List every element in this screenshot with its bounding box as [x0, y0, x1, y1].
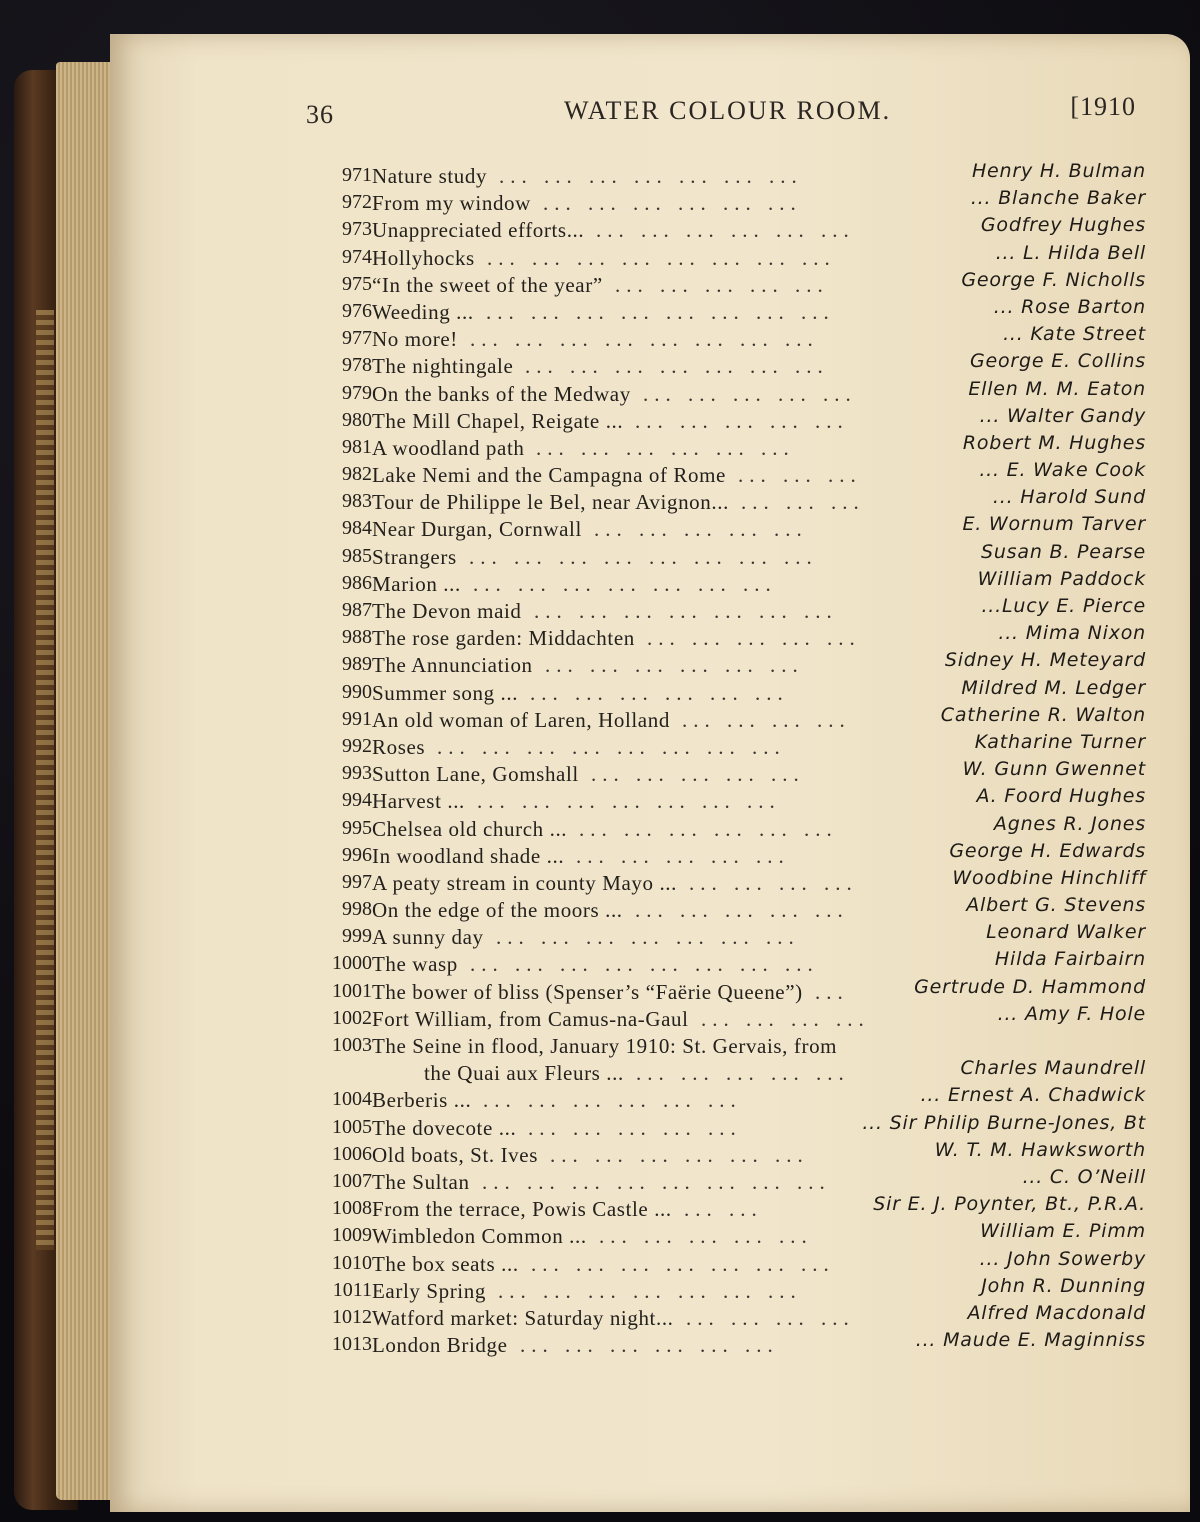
entry-artist: ... Rose Barton — [993, 295, 1146, 318]
entry-title: From the terrace, Powis Castle ... — [372, 1197, 672, 1222]
entry-artist: ... Blanche Baker — [970, 187, 1146, 210]
entry-title: Tour de Philippe le Bel, near Avignon... — [372, 490, 729, 515]
catalogue-entry — [316, 1138, 1146, 1170]
entry-number: 1013 — [332, 1333, 372, 1356]
leader-dots: ... ... ... ... ... ... — [530, 680, 789, 705]
entry-title: Summer song ... — [372, 680, 519, 705]
entry-number: 973 — [342, 218, 372, 241]
entry-artist: William Paddock — [977, 567, 1146, 590]
entry-number: 981 — [342, 435, 372, 458]
entry-number: 1012 — [332, 1305, 372, 1328]
entry-title: Weeding ... — [372, 299, 474, 324]
entry-number: 988 — [342, 626, 372, 649]
entry-artist: Katharine Turner — [974, 730, 1146, 753]
entry-artist: Godfrey Hughes — [980, 214, 1146, 237]
entry-artist: Agnes R. Jones — [993, 812, 1146, 835]
entry-artist: Woodbine Hinchliff — [952, 866, 1146, 889]
entry-title: Hollyhocks — [372, 245, 475, 270]
leader-dots: ... ... ... ... ... ... ... — [498, 1278, 802, 1303]
entry-number: 989 — [342, 653, 372, 676]
entry-title: From my window — [372, 191, 531, 216]
entry-artist: ...Lucy E. Pierce — [981, 595, 1146, 617]
entry-title: Berberis ... — [372, 1088, 472, 1113]
entry-artist: W. T. M. Hawksworth — [934, 1138, 1146, 1161]
entry-title: Strangers — [372, 544, 457, 569]
entry-artist: ... C. O’Neill — [1022, 1165, 1146, 1188]
catalogue-entry — [316, 1034, 1146, 1088]
entry-artist: Charles Maundrell — [960, 1057, 1146, 1079]
leader-dots: ... ... ... ... ... ... ... ... — [482, 1169, 831, 1194]
leader-dots: ... ... ... ... ... ... — [536, 435, 795, 460]
leader-dots: ... ... ... ... ... ... ... — [525, 354, 829, 379]
entry-title: Old boats, St. Ives — [372, 1142, 538, 1167]
leader-dots: ... ... ... ... ... — [528, 1115, 742, 1140]
entry-title: Roses — [372, 734, 426, 759]
entry-number: 982 — [342, 463, 372, 486]
entry-title: London Bridge — [372, 1333, 508, 1358]
leader-dots: ... ... ... ... ... — [591, 762, 805, 787]
entry-number: 976 — [342, 299, 372, 322]
running-title: WATER COLOUR ROOM. — [564, 96, 892, 125]
entry-title: “In the sweet of the year” — [372, 272, 603, 297]
entry-number: 993 — [342, 762, 372, 785]
leader-dots: ... ... ... ... ... ... — [520, 1333, 779, 1358]
entry-title: A woodland path — [372, 435, 525, 460]
entry-artist: W. Gunn Gwennet — [962, 758, 1146, 781]
leader-dots: ... ... ... ... ... ... ... — [499, 164, 803, 188]
entry-artist: William E. Pimm — [980, 1220, 1146, 1243]
leader-dots: ... ... ... ... ... ... — [596, 218, 855, 243]
entry-title: A peaty stream in county Mayo ... — [372, 870, 677, 895]
leader-dots: ... ... ... ... ... ... ... — [531, 1251, 835, 1276]
entry-number: 977 — [342, 327, 372, 350]
leader-dots: ... ... ... ... ... ... ... — [496, 925, 800, 950]
entry-number: 992 — [342, 734, 372, 757]
entry-artist: George F. Nicholls — [961, 268, 1146, 291]
leader-dots: ... — [815, 979, 849, 1004]
entry-title: Nature study — [372, 164, 488, 188]
entry-title: On the banks of the Medway — [372, 381, 631, 406]
entry-artist: ... Harold Sund — [992, 486, 1146, 509]
entry-number: 978 — [342, 354, 372, 377]
entry-number: 1001 — [332, 979, 372, 1002]
entry-number: 1004 — [332, 1088, 372, 1111]
leader-dots: ... ... ... ... ... — [636, 1061, 850, 1085]
entry-artist: E. Wornum Tarver — [962, 513, 1146, 536]
entry-artist: Susan B. Pearse — [980, 540, 1146, 563]
entry-number: 975 — [342, 272, 372, 295]
leader-dots: ... ... ... ... ... — [615, 272, 829, 297]
entry-title: Wimbledon Common ... — [372, 1224, 587, 1249]
leader-dots: ... ... ... ... ... — [635, 898, 849, 923]
entry-number: 1000 — [332, 952, 372, 975]
entry-title: Fort William, from Camus-na-Gaul — [372, 1006, 689, 1031]
entry-number: 997 — [342, 870, 372, 893]
page-header — [306, 92, 1136, 142]
entry-title: Unappreciated efforts... — [372, 218, 585, 243]
leader-dots: ... ... ... ... ... ... — [543, 191, 802, 216]
entry-number: 979 — [342, 381, 372, 404]
entry-artist: Leonard Walker — [986, 921, 1146, 944]
entry-title: Chelsea old church ... — [372, 816, 568, 841]
catalogue-entry — [316, 1329, 1146, 1360]
leader-dots: ... ... ... ... ... — [599, 1224, 813, 1249]
entry-artist: Hilda Fairbairn — [994, 948, 1146, 971]
entry-artist: Alfred Macdonald — [967, 1301, 1146, 1324]
entry-artist: Henry H. Bulman — [971, 160, 1146, 182]
entry-title: The rose garden: Middachten — [372, 626, 635, 651]
entry-title: Watford market: Saturday night... — [372, 1305, 674, 1330]
leader-dots: ... ... ... ... ... ... — [550, 1142, 809, 1167]
entry-artist: George H. Edwards — [949, 839, 1146, 862]
entry-number: 1002 — [332, 1006, 372, 1029]
entry-title: The nightingale — [372, 354, 514, 379]
entry-artist: ... L. Hilda Bell — [995, 241, 1146, 264]
leader-dots: ... ... ... ... ... ... ... ... — [470, 327, 819, 352]
entry-title: Sutton Lane, Gomshall — [372, 762, 579, 787]
entry-artist: ... Walter Gandy — [979, 404, 1146, 427]
entry-number: 1011 — [332, 1278, 372, 1301]
leader-dots: ... ... ... ... ... ... — [579, 816, 838, 841]
leader-dots: ... ... ... — [738, 463, 862, 488]
entry-title: The Sultan — [372, 1169, 470, 1194]
year-label: [1910 — [1070, 92, 1136, 121]
leader-dots: ... ... ... ... — [686, 1305, 855, 1330]
entry-artist: A. Foord Hughes — [976, 785, 1146, 808]
leader-dots: ... ... ... ... ... — [643, 381, 857, 406]
entry-number: 999 — [342, 925, 372, 948]
entry-artist: George E. Collins — [970, 350, 1146, 373]
entry-artist: Catherine R. Walton — [940, 703, 1146, 726]
entry-number: 1010 — [332, 1251, 372, 1274]
entry-number: 1007 — [332, 1169, 372, 1192]
entry-artist: ... Maude E. Maginniss — [915, 1329, 1146, 1352]
leader-dots: ... ... ... ... — [701, 1006, 870, 1031]
entry-number: 983 — [342, 490, 372, 513]
entry-number: 1006 — [332, 1142, 372, 1165]
leader-dots: ... ... ... ... ... ... ... ... — [486, 299, 835, 324]
entry-title: The Seine in flood, January 1910: St. Gervais, from — [372, 1034, 838, 1058]
entry-artist: Sir E. J. Poynter, Bt., P.R.A. — [873, 1193, 1146, 1216]
entry-number: 1009 — [332, 1224, 372, 1247]
entry-number: 974 — [342, 245, 372, 268]
entry-number: 980 — [342, 408, 372, 431]
entry-title-continued: the Quai aux Fleurs ... — [424, 1061, 624, 1085]
entry-number: 996 — [342, 843, 372, 866]
entry-title: The bower of bliss (Spenser’s “Faërie Queene”) — [372, 979, 803, 1004]
entry-number: 1005 — [332, 1115, 372, 1138]
entry-title: An old woman of Laren, Holland — [372, 707, 670, 732]
leader-dots: ... ... ... ... ... ... — [483, 1088, 742, 1113]
entry-artist: ... E. Wake Cook — [979, 459, 1146, 482]
entry-artist: ... Mima Nixon — [998, 622, 1146, 645]
entry-title: Early Spring — [372, 1278, 486, 1303]
entry-number: 1008 — [332, 1197, 372, 1220]
entry-title: Harvest ... — [372, 789, 465, 814]
leader-dots: ... ... ... ... ... — [594, 517, 808, 542]
entry-artist: Ellen M. M. Eaton — [968, 377, 1146, 400]
entry-title: The Devon maid — [372, 599, 522, 623]
entry-number: 984 — [342, 517, 372, 540]
leader-dots: ... ... ... — [741, 490, 865, 515]
leader-dots: ... ... ... ... ... ... — [545, 653, 804, 678]
entry-number: 985 — [342, 544, 372, 567]
entry-artist: ... Sir Philip Burne-Jones, Bt — [862, 1111, 1146, 1134]
entry-title: Near Durgan, Cornwall — [372, 517, 582, 542]
entry-artist: Robert M. Hughes — [962, 431, 1146, 454]
entry-artist: Sidney H. Meteyard — [944, 649, 1146, 672]
entry-number: 971 — [342, 164, 372, 186]
catalogue-entry — [316, 1002, 1146, 1034]
leader-dots: ... ... — [684, 1197, 763, 1222]
leader-dots: ... ... ... ... ... ... ... — [534, 599, 838, 623]
leader-dots: ... ... ... ... ... ... ... ... — [470, 952, 819, 977]
entry-artist: ... Ernest A. Chadwick — [920, 1084, 1146, 1107]
leader-dots: ... ... ... ... — [682, 707, 851, 732]
leader-dots: ... ... ... ... ... ... ... ... — [469, 544, 818, 569]
entry-title: The wasp — [372, 952, 458, 977]
entry-artist: Albert G. Stevens — [966, 894, 1146, 917]
entry-artist: John R. Dunning — [981, 1274, 1146, 1297]
entry-title: Lake Nemi and the Campagna of Rome — [372, 463, 726, 488]
entry-number: 1003 — [332, 1034, 372, 1056]
entry-title: In woodland shade ... — [372, 843, 565, 868]
entry-number: 995 — [342, 816, 372, 839]
entry-title: Marion ... — [372, 571, 461, 596]
entry-title: The box seats ... — [372, 1251, 519, 1276]
entry-title: No more! — [372, 327, 458, 352]
entry-artist: ... Kate Street — [1003, 323, 1146, 346]
entry-number: 990 — [342, 680, 372, 703]
entry-title: The dovecote ... — [372, 1115, 517, 1140]
entry-title: A sunny day — [372, 925, 484, 950]
leader-dots: ... ... ... ... ... — [647, 626, 861, 651]
entry-title: The Annunciation — [372, 653, 533, 678]
entry-artist: ... Amy F. Hole — [997, 1002, 1146, 1025]
leader-dots: ... ... ... ... ... — [635, 408, 849, 433]
leader-dots: ... ... ... ... ... ... ... ... — [437, 734, 786, 759]
leader-dots: ... ... ... ... ... — [576, 843, 790, 868]
catalogue-list — [316, 160, 1146, 1360]
entry-artist: ... John Sowerby — [979, 1247, 1146, 1270]
entry-title: The Mill Chapel, Reigate ... — [372, 408, 624, 433]
page-number: 36 — [306, 100, 334, 129]
entry-artist: Mildred M. Ledger — [961, 676, 1146, 699]
leader-dots: ... ... ... ... ... ... ... — [477, 789, 781, 814]
entry-number: 998 — [342, 898, 372, 921]
leader-dots: ... ... ... ... — [689, 870, 858, 895]
entry-artist: Gertrude D. Hammond — [914, 975, 1146, 998]
entry-number: 991 — [342, 707, 372, 730]
entry-number: 972 — [342, 191, 372, 214]
leader-dots: ... ... ... ... ... ... ... — [473, 571, 777, 596]
entry-number: 994 — [342, 789, 372, 812]
leader-dots: ... ... ... ... ... ... ... ... — [487, 245, 836, 270]
entry-title: On the edge of the moors ... — [372, 898, 623, 923]
entry-number: 987 — [342, 599, 372, 621]
entry-number: 986 — [342, 571, 372, 594]
